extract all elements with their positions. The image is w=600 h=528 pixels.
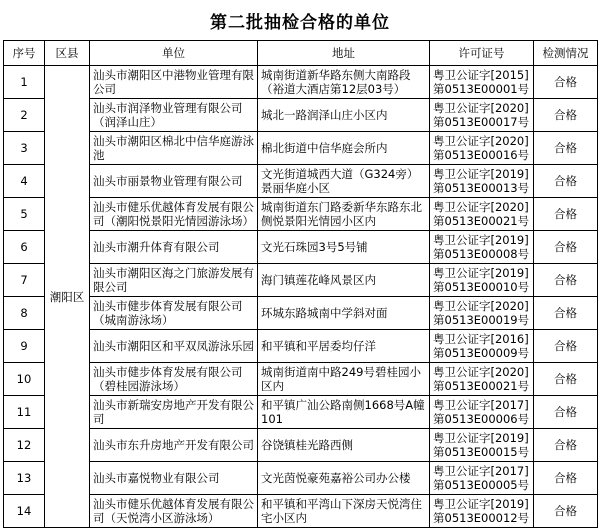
cell-unit: 汕头市健乐优越体育发展有限公司（天悦湾小区游泳场） (90, 495, 258, 528)
table-row (4, 264, 598, 297)
table-row (4, 99, 598, 132)
table-row (4, 297, 598, 330)
cell-seq: 5 (4, 198, 45, 231)
results-table (3, 40, 598, 528)
cell-seq: 8 (4, 297, 45, 330)
cell-unit: 汕头市嘉悦物业有限公司 (90, 462, 258, 495)
cell-license: 粤卫公证字[2016]第0513E00009号 (430, 330, 534, 363)
cell-license: 粤卫公证字[2020]第0513E00021号 (430, 198, 534, 231)
table-body (4, 66, 598, 528)
cell-unit: 汕头市东升房地产开发有限公司 (90, 429, 258, 462)
cell-seq: 6 (4, 231, 45, 264)
header-unit: 单位 (90, 41, 258, 66)
cell-address: 文光街道城西大道（G324旁）景丽华庭小区 (258, 165, 430, 198)
table-row (4, 429, 598, 462)
cell-license: 粤卫公证字[2019]第0513E00012号 (430, 495, 534, 528)
cell-unit: 汕头市潮阳区棉北中信华庭游泳池 (90, 132, 258, 165)
cell-license: 粤卫公证字[2020]第0513E00021号 (430, 363, 534, 396)
cell-result: 合格 (534, 264, 598, 297)
cell-seq: 7 (4, 264, 45, 297)
cell-address: 城南街道新华路东侧大南路段（裕道大酒店第12层03号） (258, 66, 430, 99)
cell-result: 合格 (534, 363, 598, 396)
cell-seq: 13 (4, 462, 45, 495)
cell-district: 潮阳区 (45, 66, 90, 528)
cell-result: 合格 (534, 66, 598, 99)
cell-result: 合格 (534, 462, 598, 495)
table-row (4, 231, 598, 264)
cell-address: 谷饶镇桂光路西侧 (258, 429, 430, 462)
header-result: 检测情况 (534, 41, 598, 66)
cell-result: 合格 (534, 132, 598, 165)
cell-result: 合格 (534, 429, 598, 462)
table-row (4, 363, 598, 396)
cell-address: 和平镇和平湾山下深房天悦湾住宅小区内 (258, 495, 430, 528)
document-title: 第二批抽检合格的单位 (210, 13, 390, 33)
cell-address: 海门镇莲花峰风景区内 (258, 264, 430, 297)
cell-result: 合格 (534, 99, 598, 132)
cell-license: 粤卫公证字[2020]第0513E00016号 (430, 132, 534, 165)
cell-seq: 4 (4, 165, 45, 198)
cell-address: 文光茵悦豪苑嘉裕公司办公楼 (258, 462, 430, 495)
cell-unit: 汕头市潮阳区和平双凤游泳乐园 (90, 330, 258, 363)
table-row (4, 396, 598, 429)
cell-result: 合格 (534, 297, 598, 330)
cell-seq: 14 (4, 495, 45, 528)
cell-address: 城北一路润泽山庄小区内 (258, 99, 430, 132)
table-row (4, 165, 598, 198)
cell-address: 和平镇广汕公路南侧1668号A幢101 (258, 396, 430, 429)
cell-license: 粤卫公证字[2019]第0513E00010号 (430, 264, 534, 297)
cell-license: 粤卫公证字[2019]第0513E00015号 (430, 429, 534, 462)
cell-unit: 汕头市新瑞安房地产开发有限公司 (90, 396, 258, 429)
cell-license: 粤卫公证字[2015]第0513E00001号 (430, 66, 534, 99)
cell-license: 粤卫公证字[2017]第0513E00005号 (430, 462, 534, 495)
table-row (4, 66, 598, 99)
cell-seq: 9 (4, 330, 45, 363)
cell-seq: 11 (4, 396, 45, 429)
header-district: 区县 (45, 41, 90, 66)
cell-unit: 汕头市健乐优越体育发展有限公司（潮阳悦景阳光情园游泳场） (90, 198, 258, 231)
table-row (4, 462, 598, 495)
table-row (4, 495, 598, 528)
cell-unit: 汕头市潮阳区海之门旅游发展有限公司 (90, 264, 258, 297)
cell-unit: 汕头市潮升体育有限公司 (90, 231, 258, 264)
header-seq: 序号 (4, 41, 45, 66)
cell-unit: 汕头市丽景物业管理有限公司 (90, 165, 258, 198)
cell-seq: 10 (4, 363, 45, 396)
table-row (4, 198, 598, 231)
cell-seq: 2 (4, 99, 45, 132)
table-row (4, 132, 598, 165)
cell-result: 合格 (534, 495, 598, 528)
cell-result: 合格 (534, 330, 598, 363)
cell-license: 粤卫公证字[2020]第0513E00019号 (430, 297, 534, 330)
cell-unit: 汕头市润泽物业管理有限公司（润泽山庄） (90, 99, 258, 132)
cell-license: 粤卫公证字[2020]第0513E00017号 (430, 99, 534, 132)
cell-unit: 汕头市健步体育发展有限公司（城南游泳场） (90, 297, 258, 330)
cell-result: 合格 (534, 198, 598, 231)
cell-result: 合格 (534, 231, 598, 264)
table-header-row (4, 41, 598, 66)
cell-license: 粤卫公证字[2017]第0513E00006号 (430, 396, 534, 429)
header-address: 地址 (258, 41, 430, 66)
table-row (4, 330, 598, 363)
cell-seq: 3 (4, 132, 45, 165)
cell-unit: 汕头市健步体育发展有限公司（碧桂园游泳场） (90, 363, 258, 396)
cell-result: 合格 (534, 165, 598, 198)
cell-license: 粤卫公证字[2019]第0513E00008号 (430, 231, 534, 264)
header-license: 许可证号 (430, 41, 534, 66)
cell-seq: 1 (4, 66, 45, 99)
cell-unit: 汕头市潮阳区中港物业管理有限公司 (90, 66, 258, 99)
cell-result: 合格 (534, 396, 598, 429)
cell-address: 环城东路城南中学斜对面 (258, 297, 430, 330)
cell-address: 城南街道南中路249号碧桂园小区内 (258, 363, 430, 396)
cell-license: 粤卫公证字[2019]第0513E00013号 (430, 165, 534, 198)
cell-address: 城南街道东门路委新华东路东北侧悦景阳光情园小区内 (258, 198, 430, 231)
cell-address: 文光石珠园3号5号铺 (258, 231, 430, 264)
cell-seq: 12 (4, 429, 45, 462)
cell-address: 和平镇和平居委均仔洋 (258, 330, 430, 363)
cell-address: 棉北街道中信华庭会所内 (258, 132, 430, 165)
